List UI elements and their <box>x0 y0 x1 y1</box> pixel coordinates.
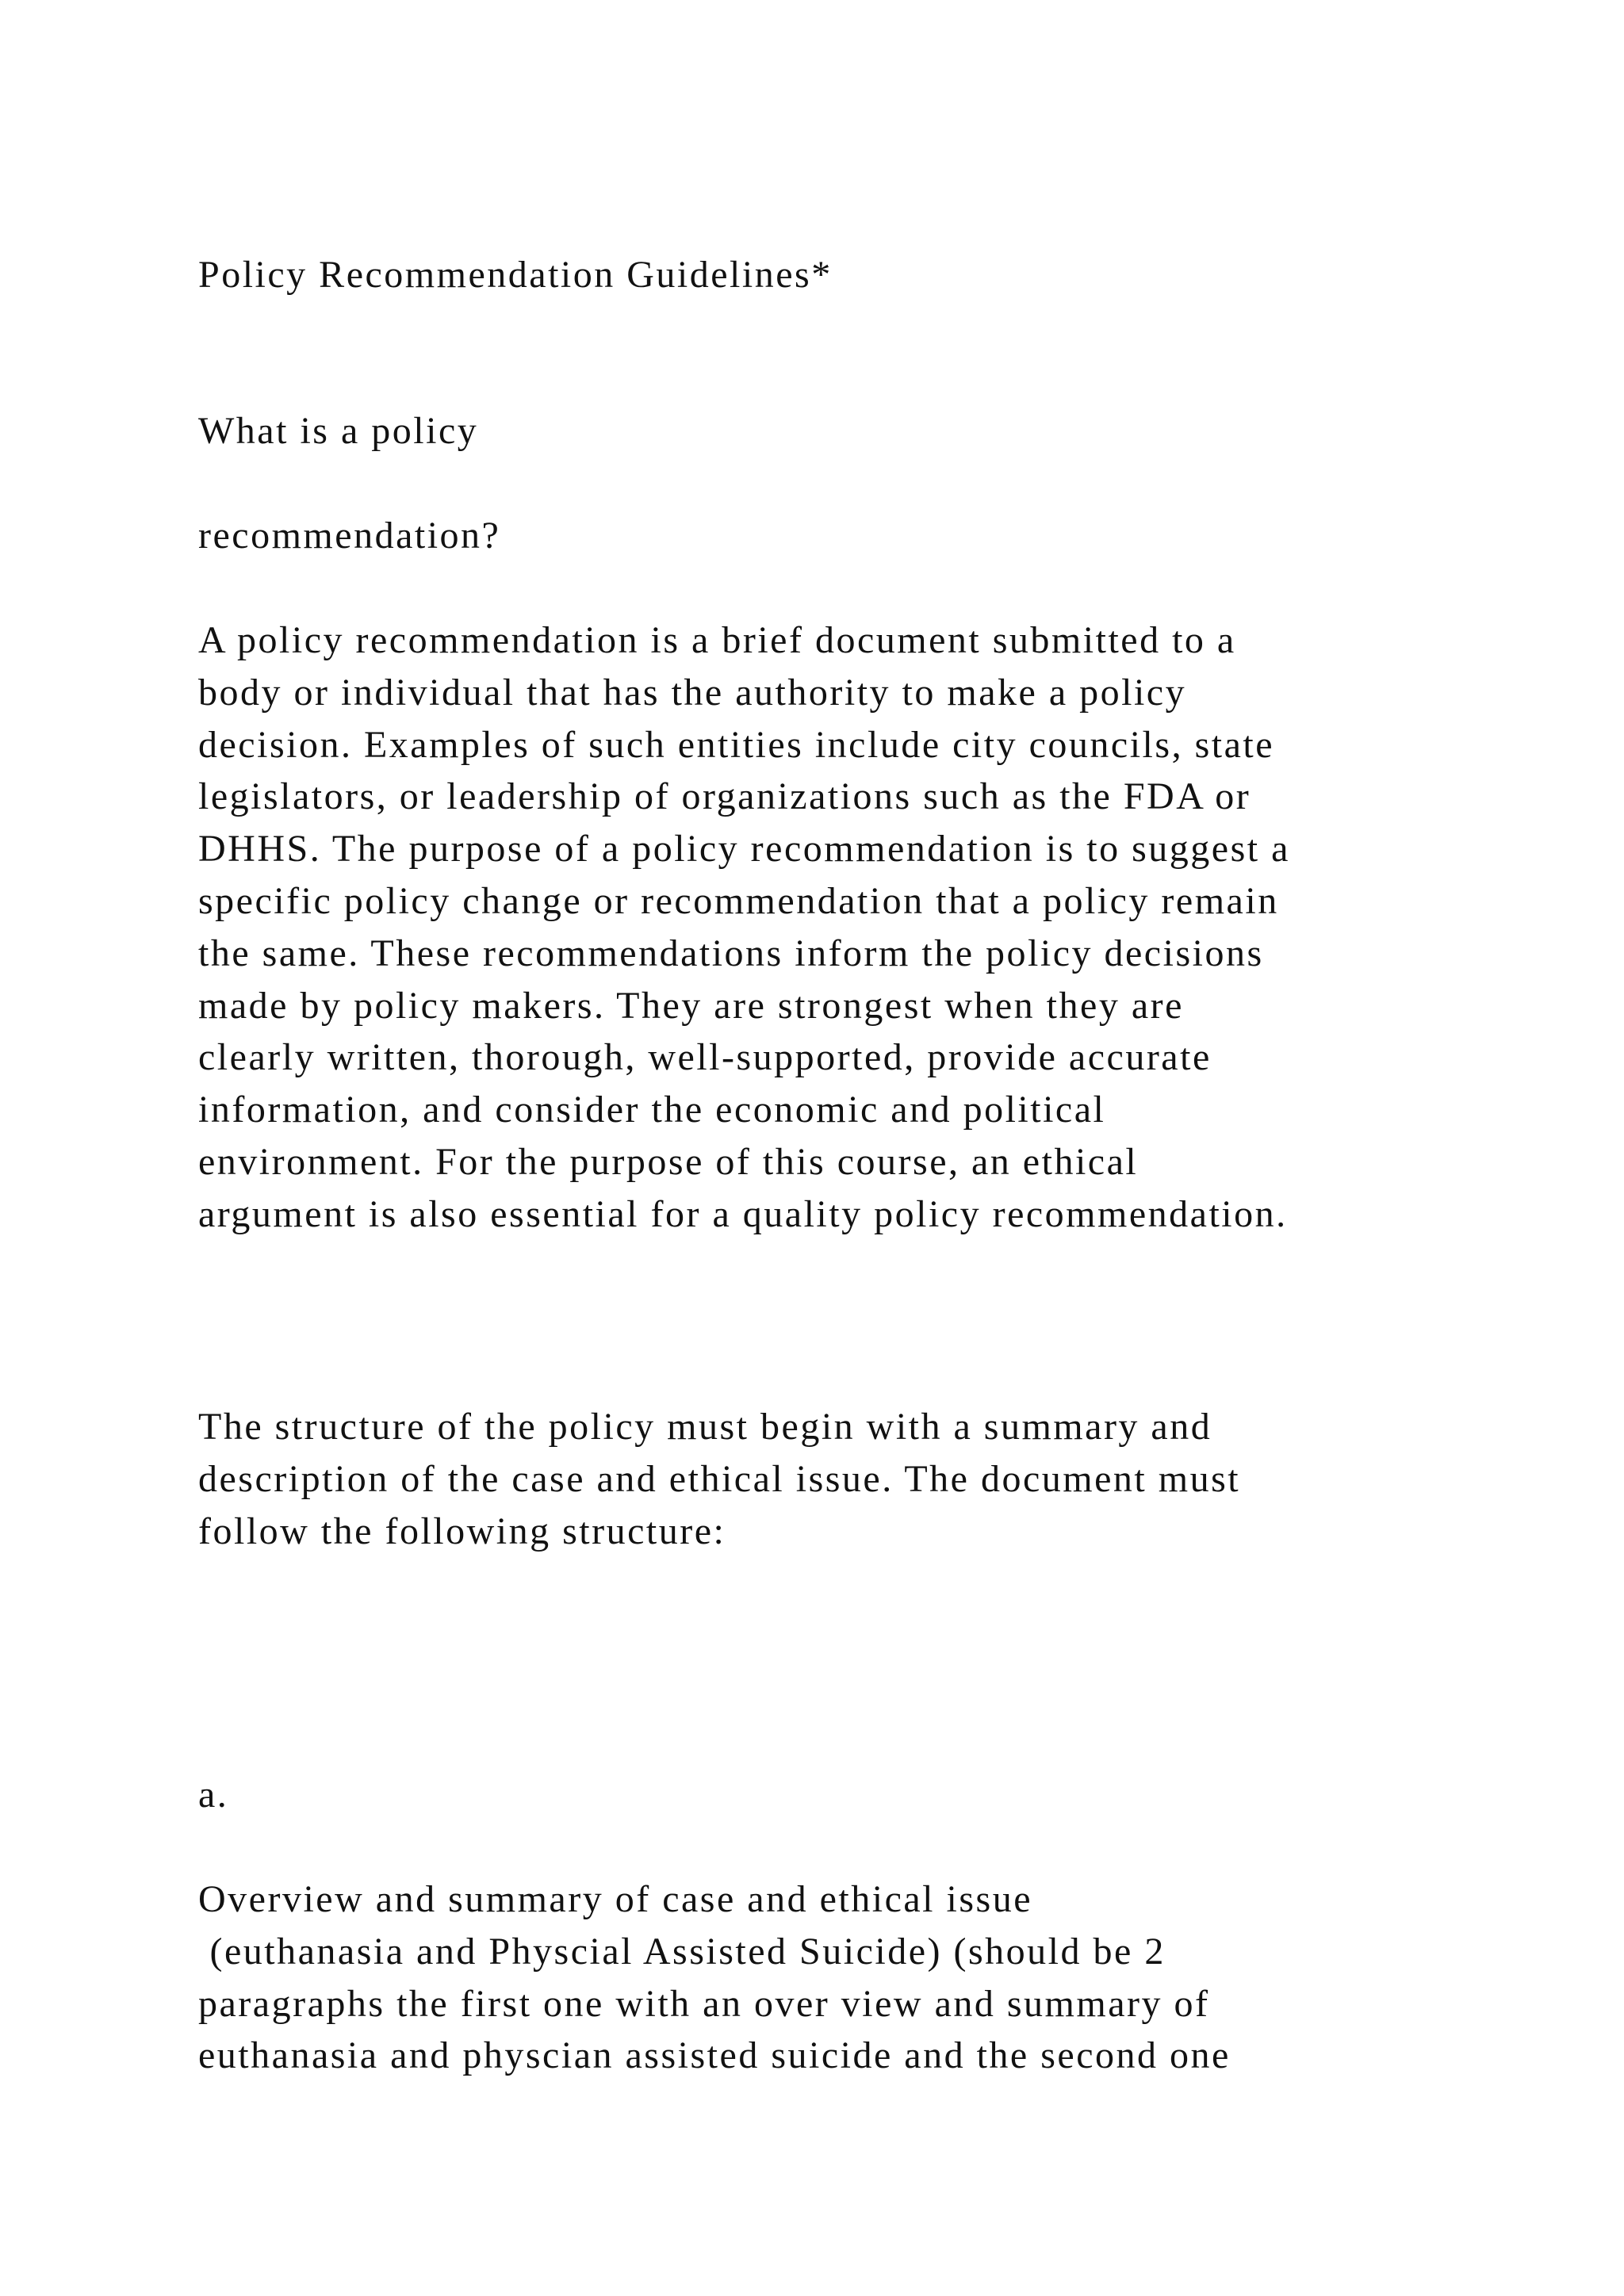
paragraph-line: environment. For the purpose of this course, an ethical <box>198 1140 1139 1183</box>
list-item-overview <box>198 1873 1231 2082</box>
paragraph-line: the same. These recommendations inform the policy decisions <box>198 932 1264 974</box>
paragraph-line: (euthanasia and Physcial Assisted Suicide) (should be 2 <box>198 1930 1166 1973</box>
paragraph-line: A policy recommendation is a brief document submitted to a <box>198 619 1236 661</box>
paragraph-line: information, and consider the economic and political <box>198 1089 1106 1131</box>
paragraph-line: legislators, or leadership of organizations such as the FDA or <box>198 775 1251 818</box>
paragraph-line: clearly written, thorough, well-supported, provide accurate <box>198 1036 1212 1079</box>
paragraph-line: decision. Examples of such entities include city councils, state <box>198 723 1275 766</box>
document-title: Policy Recommendation Guidelines* <box>198 254 833 296</box>
paragraph-line: description of the case and ethical issue. The document must <box>198 1457 1241 1500</box>
paragraph-line: DHHS. The purpose of a policy recommendation is to suggest a <box>198 828 1290 871</box>
paragraph-line: Overview and summary of case and ethical issue <box>198 1878 1033 1920</box>
list-marker-a: a. <box>198 1774 229 1816</box>
paragraph-line: body or individual that has the authority to make a policy <box>198 671 1187 714</box>
paragraph-structure <box>198 1401 1240 1557</box>
paragraph-line: euthanasia and physcian assisted suicide and the second one <box>198 2034 1231 2077</box>
paragraph-line: The structure of the policy must begin with a summary and <box>198 1406 1212 1448</box>
section-question-line-1: What is a policy <box>198 410 479 452</box>
section-question-line-2: recommendation? <box>198 515 501 557</box>
paragraph-line: specific policy change or recommendation that a policy remain <box>198 879 1279 922</box>
paragraph-line: argument is also essential for a quality policy recommendation. <box>198 1192 1288 1235</box>
paragraph-line: paragraphs the first one with an over view and summary of <box>198 1982 1210 2025</box>
paragraph-line: made by policy makers. They are strongest when they are <box>198 984 1184 1027</box>
paragraph-definition <box>198 614 1290 1241</box>
paragraph-line: follow the following structure: <box>198 1510 726 1552</box>
